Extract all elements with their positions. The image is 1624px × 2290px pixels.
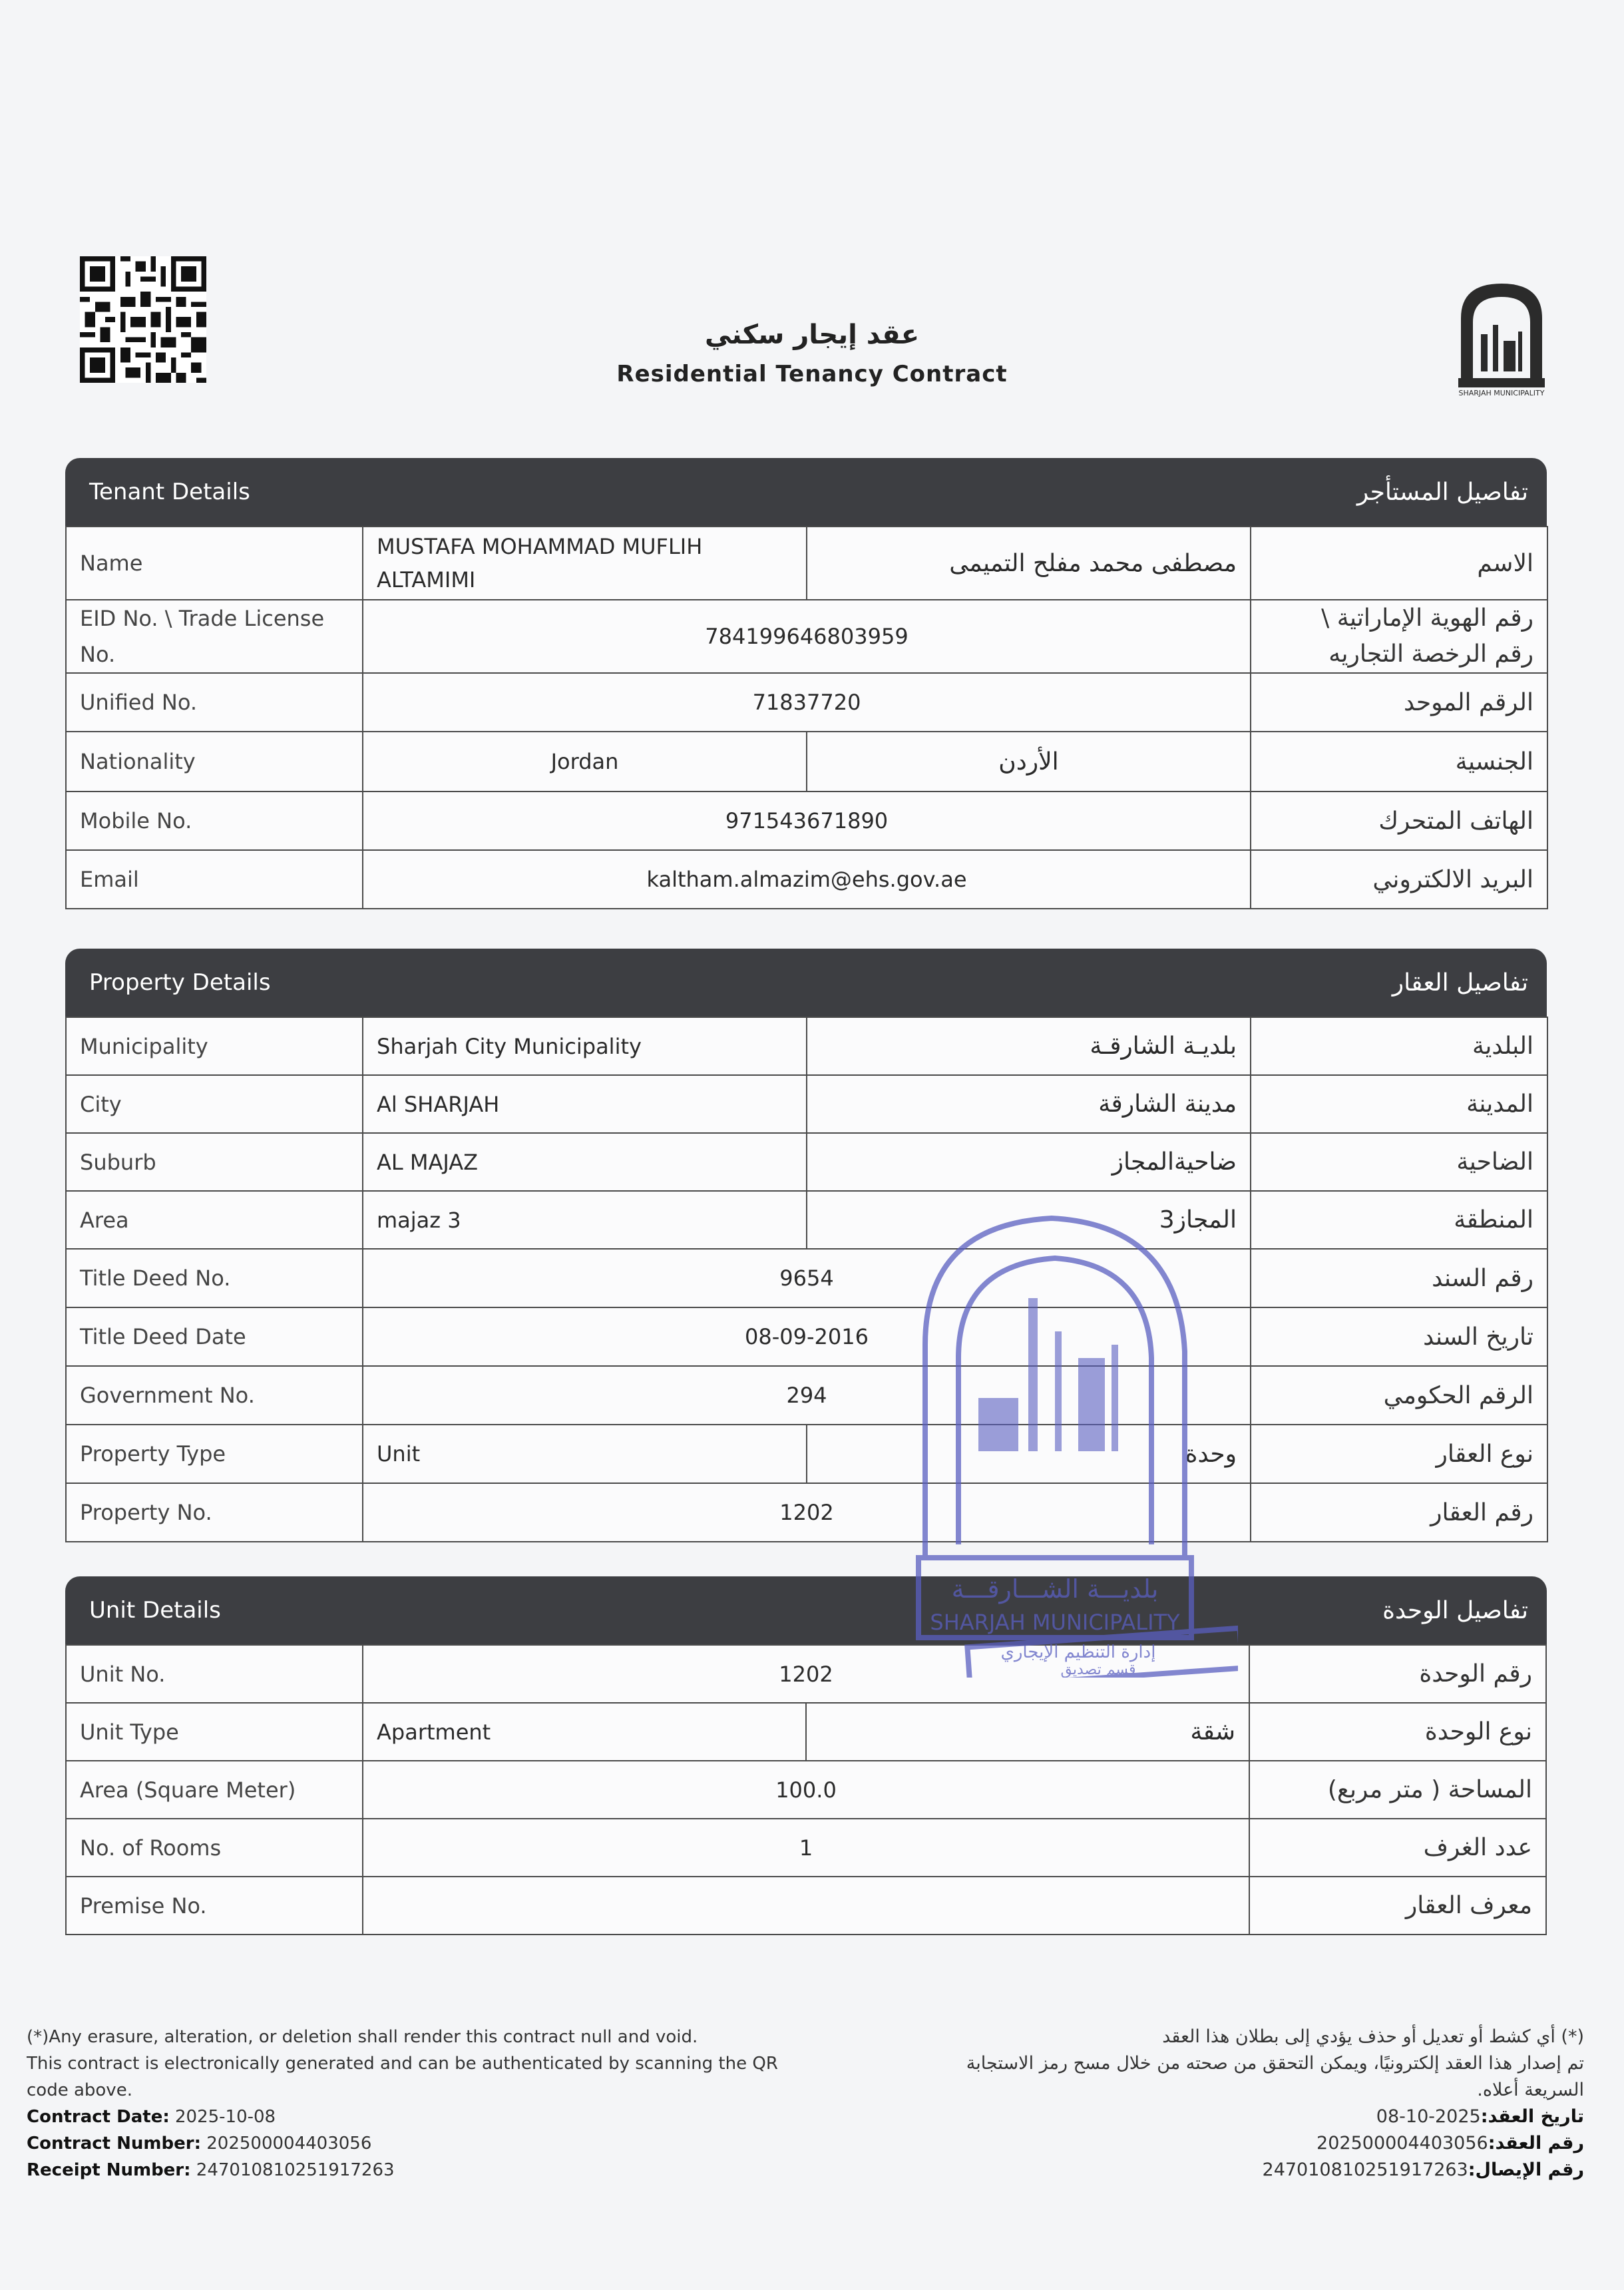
- table-row: [66, 732, 1547, 792]
- table-row: [66, 1075, 1547, 1133]
- table-row: [66, 1307, 1547, 1366]
- table-row: [66, 1877, 1546, 1935]
- label-en: Property No.: [66, 1483, 363, 1542]
- section-title-en: Property Details: [89, 969, 271, 996]
- table-row: [66, 527, 1547, 600]
- title-deed-no-value: 9654: [363, 1249, 1251, 1307]
- city-ar: مدينة الشارقة: [807, 1075, 1251, 1133]
- section-title-ar: تفاصيل المستأجر: [1356, 478, 1528, 506]
- area-sqm-value: 100.0: [363, 1761, 1249, 1819]
- email-value: kaltham.almazim@ehs.gov.ae: [363, 850, 1251, 909]
- tenant-name-en-line1: MUSTAFA MOHAMMAD MUFLIH: [377, 534, 703, 559]
- nationality-ar: الأردن: [807, 732, 1251, 792]
- svg-text:إدارة التنظيم الإيجاري: إدارة التنظيم الإيجاري: [1000, 1642, 1156, 1662]
- label-en: Suburb: [66, 1133, 363, 1191]
- label-en: Nationality: [66, 732, 363, 792]
- table-row: [66, 1191, 1547, 1249]
- title-english: Residential Tenancy Contract: [616, 361, 1008, 387]
- table-row: [66, 1483, 1547, 1542]
- label-en: [66, 600, 363, 673]
- rooms-value: 1: [363, 1819, 1249, 1877]
- tenant-name-en: [363, 527, 807, 600]
- label-en: Email: [66, 850, 363, 909]
- label-en: Name: [66, 527, 363, 600]
- table-row: [66, 1017, 1547, 1075]
- property-type-ar: وحدة: [807, 1425, 1251, 1483]
- footer-note-ar-2: تم إصدار هذا العقد إلكترونيًا، ويمكن التحقق من صحته من خلال مسح رمز الاستجابة: [966, 2053, 1584, 2074]
- label-ar: تاريخ السند: [1251, 1307, 1547, 1366]
- unit-table: [65, 1644, 1547, 1935]
- label-en: Government No.: [66, 1366, 363, 1425]
- label-ar: الجنسية: [1251, 732, 1547, 792]
- unified-value: 71837720: [363, 673, 1251, 732]
- table-row: [66, 1133, 1547, 1191]
- municipality-stamp: [912, 1198, 1238, 1678]
- label-ar: البلدية: [1251, 1017, 1547, 1075]
- label-ar: عدد الغرف: [1249, 1819, 1546, 1877]
- label-ar: الهاتف المتحرك: [1251, 792, 1547, 850]
- eid-label-ar-line2: رقم الرخصة التجاريه: [1328, 640, 1533, 668]
- area-en: majaz 3: [363, 1191, 807, 1249]
- contract-date-ar: تاريخ العقد:2025-10-08: [1376, 2106, 1584, 2127]
- unit-details-section: [65, 1576, 1547, 1935]
- label-en: No. of Rooms: [66, 1819, 363, 1877]
- table-row: [66, 1645, 1546, 1703]
- eid-value: 784199646803959: [363, 600, 1251, 673]
- label-ar: معرف العقار: [1249, 1877, 1546, 1935]
- label-ar: رقم العقار: [1251, 1483, 1547, 1542]
- table-row: [66, 673, 1547, 732]
- tenant-name-en-line2: ALTAMIMI: [377, 567, 476, 592]
- label-en: Unified No.: [66, 673, 363, 732]
- label-en: Title Deed Date: [66, 1307, 363, 1366]
- suburb-en: AL MAJAZ: [363, 1133, 807, 1191]
- tenant-name-ar: مصطفى محمد مفلح التميمى: [807, 527, 1251, 600]
- label-ar: نوع العقار: [1251, 1425, 1547, 1483]
- area-ar: المجاز3: [807, 1191, 1251, 1249]
- label-en: Property Type: [66, 1425, 363, 1483]
- property-table: [65, 1017, 1548, 1542]
- suburb-ar: ضاحيةالمجاز: [807, 1133, 1251, 1191]
- unit-no-value: 1202: [363, 1645, 1249, 1703]
- section-title-ar: تفاصيل الوحدة: [1382, 1596, 1528, 1624]
- footer-note-1: (*)Any erasure, alteration, or deletion shall render this contract null and void.: [27, 2027, 698, 2047]
- footer-note-ar-1: (*) أي كشط أو تعديل أو حذف يؤدي إلى بطلان هذا العقد: [1162, 2026, 1584, 2047]
- section-title-ar: تفاصيل العقار: [1392, 969, 1528, 997]
- table-row: [66, 792, 1547, 850]
- label-ar: الاسم: [1251, 527, 1547, 600]
- receipt-number-ar: رقم الإيصال:247010810251917263: [1262, 2160, 1584, 2180]
- table-row: [66, 850, 1547, 909]
- label-en: City: [66, 1075, 363, 1133]
- svg-text:قسم تصديق: قسم تصديق: [1060, 1662, 1136, 1678]
- contract-date: Contract Date: 2025-10-08: [27, 2107, 276, 2127]
- section-title-en: Tenant Details: [89, 479, 250, 505]
- label-en: Unit No.: [66, 1645, 363, 1703]
- label-ar: نوع الوحدة: [1249, 1703, 1546, 1761]
- label-ar: المساحة ( متر مربع): [1249, 1761, 1546, 1819]
- unit-details-header: [65, 1576, 1547, 1644]
- label-en: Mobile No.: [66, 792, 363, 850]
- eid-label-line1: EID No. \ Trade License: [80, 606, 325, 631]
- mobile-value: 971543671890: [363, 792, 1251, 850]
- title-deed-date-value: 08-09-2016: [363, 1307, 1251, 1366]
- svg-text:بلديـــة الشـــارقـــة: بلديـــة الشـــارقـــة: [951, 1574, 1159, 1604]
- nationality-en: Jordan: [363, 732, 807, 792]
- city-en: Al SHARJAH: [363, 1075, 807, 1133]
- property-no-value: 1202: [363, 1483, 1251, 1542]
- label-ar: البريد الالكتروني: [1251, 850, 1547, 909]
- footer-arabic: [839, 2024, 1584, 2183]
- label-ar: الرقم الموحد: [1251, 673, 1547, 732]
- government-no-value: 294: [363, 1366, 1251, 1425]
- footer-note-3: code above.: [27, 2080, 132, 2100]
- eid-label-line2: No.: [80, 642, 116, 667]
- label-ar: الرقم الحكومي: [1251, 1366, 1547, 1425]
- section-title-en: Unit Details: [89, 1597, 221, 1624]
- contract-number-ar: رقم العقد:202500004403056: [1317, 2133, 1584, 2154]
- label-en: Unit Type: [66, 1703, 363, 1761]
- table-row: [66, 600, 1547, 673]
- svg-text:SHARJAH MUNICIPALITY: SHARJAH MUNICIPALITY: [1458, 389, 1545, 397]
- label-ar: الضاحية: [1251, 1133, 1547, 1191]
- table-row: [66, 1761, 1546, 1819]
- municipality-en: Sharjah City Municipality: [363, 1017, 807, 1075]
- contract-number: Contract Number: 202500004403056: [27, 2134, 372, 2154]
- label-ar: المنطقة: [1251, 1191, 1547, 1249]
- property-details-section: [65, 949, 1547, 1542]
- label-en: Premise No.: [66, 1877, 363, 1935]
- footer-english: [27, 2024, 812, 2183]
- label-ar: [1251, 600, 1547, 673]
- label-ar: رقم السند: [1251, 1249, 1547, 1307]
- property-details-header: [65, 949, 1547, 1017]
- label-ar: رقم الوحدة: [1249, 1645, 1546, 1703]
- svg-text:SHARJAH MUNICIPALITY: SHARJAH MUNICIPALITY: [930, 1610, 1180, 1635]
- table-row: [66, 1425, 1547, 1483]
- label-en: Municipality: [66, 1017, 363, 1075]
- unit-type-en: Apartment: [363, 1703, 806, 1761]
- label-en: Title Deed No.: [66, 1249, 363, 1307]
- premise-no-value: [363, 1877, 1249, 1935]
- receipt-number: Receipt Number: 247010810251917263: [27, 2160, 395, 2180]
- title-arabic: عقد إيجار سكني: [704, 320, 920, 350]
- table-row: [66, 1819, 1546, 1877]
- table-row: [66, 1366, 1547, 1425]
- tenant-details-section: [65, 458, 1547, 909]
- table-row: [66, 1249, 1547, 1307]
- label-en: Area (Square Meter): [66, 1761, 363, 1819]
- table-row: [66, 1703, 1546, 1761]
- eid-label-ar-line1: رقم الهوية الإماراتية \: [1321, 604, 1533, 632]
- property-type-en: Unit: [363, 1425, 807, 1483]
- label-ar: المدينة: [1251, 1075, 1547, 1133]
- municipality-ar: بلديـة الشارقـة: [807, 1017, 1251, 1075]
- footer-note-ar-3: السريعة أعلاه.: [1477, 2080, 1584, 2100]
- tenant-details-header: [65, 458, 1547, 526]
- unit-type-ar: شقة: [806, 1703, 1249, 1761]
- label-en: Area: [66, 1191, 363, 1249]
- footer-note-2: This contract is electronically generated and can be authenticated by scanning the QR: [27, 2054, 778, 2074]
- tenant-table: [65, 526, 1548, 909]
